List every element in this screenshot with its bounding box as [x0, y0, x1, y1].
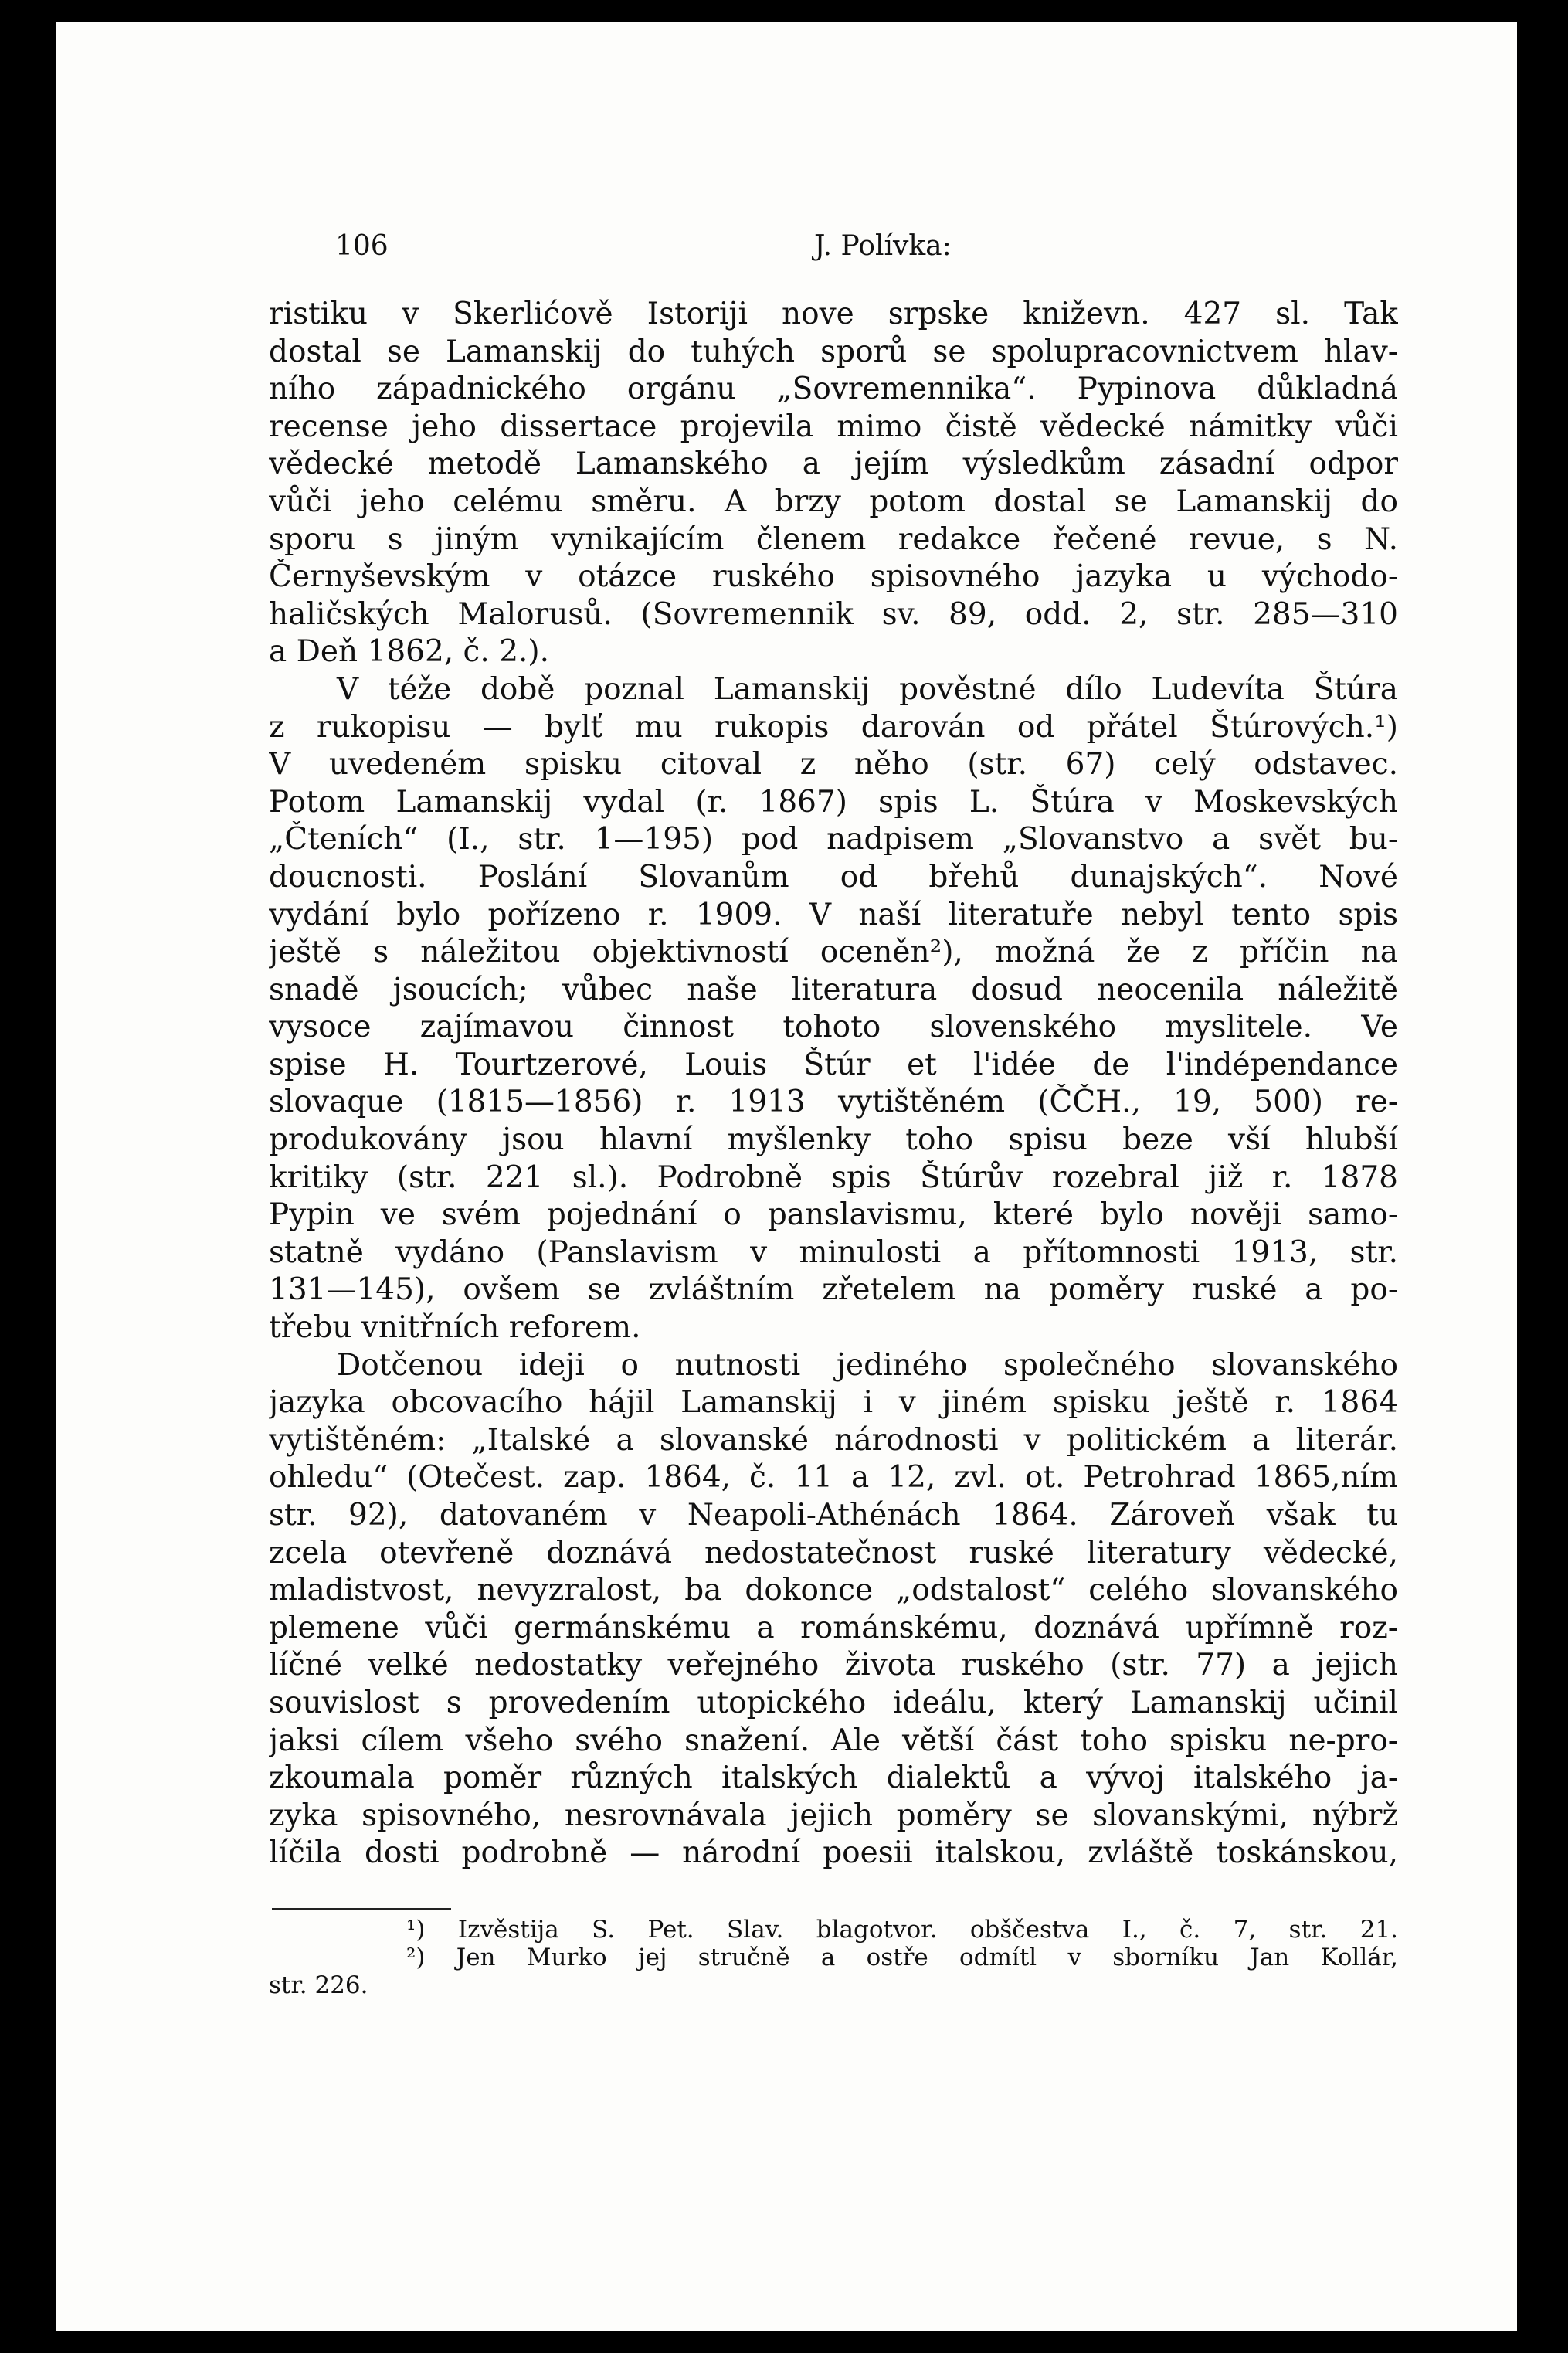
- text-line: z rukopisu — bylť mu rukopis darován od přátel Štúrových.¹): [269, 709, 1398, 745]
- text-line: jazyka obcovacího hájil Lamanskij i v jiném spisku ještě r. 1864: [269, 1385, 1398, 1421]
- text-line: spise H. Tourtzerové, Louis Štúr et l'idée de l'indépendance: [269, 1047, 1398, 1082]
- text-line: ního západnického orgánu „Sovremennika“. Pypinova důkladná: [269, 372, 1398, 407]
- footnote-2: ²) Jen Murko jej stručně a ostře odmítl v sborníku Jan Kollár,: [406, 1944, 1398, 1971]
- text-line: třebu vnitřních reforem.: [269, 1310, 641, 1346]
- text-line: zkoumala poměr různých italských dialektů a vývoj italského ja-: [269, 1761, 1398, 1796]
- paragraph-start-line: Dotčenou ideji o nutnosti jediného společného slovanského: [337, 1347, 1398, 1383]
- text-line: mladistvost, nevyzralost, ba dokonce „odstalost“ celého slovanského: [269, 1573, 1398, 1608]
- footnote-2-continuation: str. 226.: [269, 1971, 368, 1999]
- text-line: líčné velké nedostatky veřejného života ruského (str. 77) a jejich: [269, 1648, 1398, 1683]
- text-line: kritiky (str. 221 sl.). Podrobně spis Štúrův rozebral již r. 1878: [269, 1160, 1398, 1195]
- text-line: ještě s náležitou objektivností oceněn²), možná že z příčin na: [269, 935, 1398, 970]
- paragraph-start-line: V téže době poznal Lamanskij pověstné dílo Ludevíta Štúra: [337, 671, 1398, 707]
- page-header: [326, 230, 1461, 277]
- text-line: souvislost s provedením utopického ideálu, který Lamanskij učinil: [269, 1685, 1398, 1720]
- text-line: vytištěném: „Italské a slovanské národnosti v politickém a literár.: [269, 1422, 1398, 1458]
- body-text: [269, 296, 1398, 1873]
- text-line: jaksi cílem všeho svého snažení. Ale větší část toho spisku ne-pro-: [269, 1723, 1398, 1758]
- text-line: vědecké metodě Lamanského a jejím výsledkům zásadní odpor: [269, 446, 1398, 482]
- text-line: zcela otevřeně doznává nedostatečnost ruské literatury vědecké,: [269, 1535, 1398, 1570]
- text-line: sporu s jiným vynikajícím členem redakce řečené revue, s N.: [269, 521, 1398, 557]
- text-line: ristiku v Skerlićově Istoriji nove srpske kniževn. 427 sl. Tak: [269, 297, 1398, 331]
- text-line: Potom Lamanskij vydal (r. 1867) spis L. Štúra v Moskevských: [269, 784, 1398, 820]
- text-line: vůči jeho celému směru. A brzy potom dostal se Lamanskij do: [269, 484, 1398, 519]
- text-line: zyka spisovného, nesrovnávala jejich poměry se slovanskými, nýbrž: [269, 1798, 1398, 1833]
- text-line: recense jeho dissertace projevila mimo čistě vědecké námitky vůči: [269, 409, 1398, 444]
- text-line: haličských Malorusů. (Sovremennik sv. 89, odd. 2, str. 285—310: [269, 596, 1398, 632]
- running-title: J. Polívka:: [814, 230, 952, 262]
- text-line: ohledu“ (Otečest. zap. 1864, č. 11 a 12, zvl. ot. Petrohrad 1865,ním: [269, 1460, 1398, 1496]
- text-line: plemene vůči germánskému a románskému, doznává upřímně roz-: [269, 1610, 1398, 1645]
- text-line: statně vydáno (Panslavism v minulosti a přítomnosti 1913, str.: [269, 1234, 1398, 1270]
- text-line: Černyševským v otázce ruského spisovného jazyka u východo-: [269, 559, 1398, 595]
- text-line: vysoce zajímavou činnost tohoto slovenského myslitele. Ve: [269, 1010, 1398, 1045]
- text-line: vydání bylo pořízeno r. 1909. V naší literatuře nebyl tento spis: [269, 897, 1398, 932]
- text-line: V uvedeném spisku citoval z něho (str. 67) celý odstavec.: [269, 747, 1398, 783]
- text-line: Pypin ve svém pojednání o panslavismu, které bylo nověji samo-: [269, 1197, 1398, 1233]
- text-line: 131—145), ovšem se zvláštním zřetelem na poměry ruské a po-: [269, 1272, 1398, 1308]
- text-line: str. 92), datovaném v Neapoli-Athénách 1864. Zároveň však tu: [269, 1498, 1398, 1533]
- footnote-divider: [272, 1908, 451, 1910]
- text-line: a Deň 1862, č. 2.).: [269, 634, 550, 670]
- text-line: líčila dosti podrobně — národní poesii italskou, zvláště toskánskou,: [269, 1835, 1398, 1871]
- footnote-1: ¹) Izvěstija S. Pet. Slav. blagotvor. obščestva I., č. 7, str. 21.: [406, 1916, 1398, 1944]
- text-line: snadě jsoucích; vůbec naše literatura dosud neocenila náležitě: [269, 972, 1398, 1007]
- text-line: „Čteních“ (I., str. 1—195) pod nadpisem „Slovanstvo a svět bu-: [269, 822, 1398, 857]
- text-line: slovaque (1815—1856) r. 1913 vytištěném (ČČH., 19, 500) re-: [269, 1085, 1398, 1120]
- text-line: produkovány jsou hlavní myšlenky toho spisu beze vší hlubší: [269, 1122, 1398, 1158]
- text-line: doucnosti. Poslání Slovanům od břehů dunajských“. Nové: [269, 859, 1398, 895]
- footnotes: [269, 1916, 1398, 1999]
- text-line: dostal se Lamanskij do tuhých sporů se spolupracovnictvem hlav-: [269, 334, 1398, 369]
- page-number: 106: [335, 230, 389, 262]
